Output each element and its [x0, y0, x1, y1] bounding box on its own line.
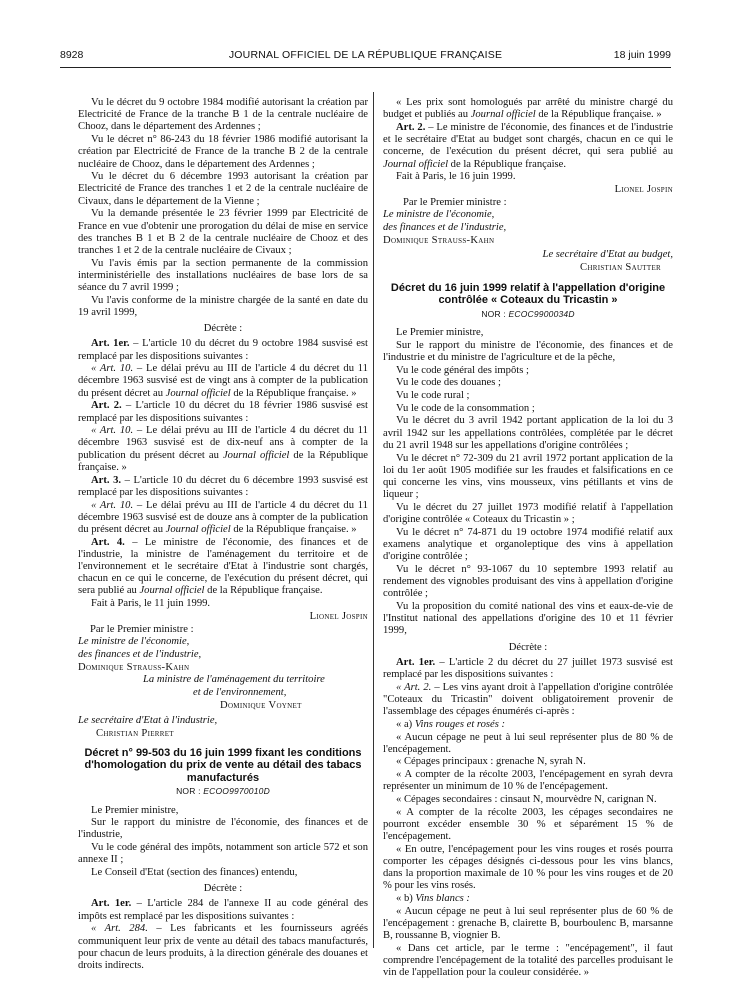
- right-column: [383, 97, 673, 980]
- article: Art. 3. – L'article 10 du décret du 6 décembre 1993 susvisé est remplacé par les dispositions suivantes :: [78, 474, 369, 498]
- quoted-article: « Art. 2. – Les vins ayant droit à l'appellation d'origine contrôlée "Coteaux du Tricastin" doivent obligatoirement provenir de l'assemblage des cépages énumérés ci-après :: [383, 681, 673, 718]
- paragraph: Vu la demande présentée le 23 février 1999 par Electricité de France en vue d'obtenir une prorogation du délai de mise en service des tranches B 1 et B 2 de la centrale nucléaire de Chooz et des tranches 1 et 2 de la centrale nucléaire de Civaux ;: [78, 208, 368, 256]
- list-item: « b) Vins blancs :: [396, 893, 470, 905]
- paragraph: « A compter de la récolte 2003, l'encépagement en syrah devra représenter un minimum de 10 % de l'encépagement.: [383, 769, 673, 793]
- paragraph: Vu le décret du 6 décembre 1993 autorisant la création par Electricité de France des tranches 1 et 2 de la centrale nucléaire de Civaux, dans le département de la Vienne ;: [78, 171, 368, 207]
- paragraph: « Cépages principaux : grenache N, syrah N.: [396, 756, 586, 768]
- column-divider: [373, 92, 374, 948]
- paragraph: « Aucun cépage ne peut à lui seul représenter plus de 80 % de l'encépagement.: [383, 731, 673, 755]
- paragraph: Vu le décret n° 72-309 du 21 avril 1972 portant application de la loi du 1er août 1905 modifiée sur les fraudes et falsifications en ce qui concerne les vins, vins mousseux, vins pétillants et vins de liqueur ;: [383, 452, 673, 501]
- minister-name: Dominique Voynet: [220, 699, 302, 711]
- paragraph: « Dans cet article, par le terme : "encépagement", il faut comprendre l'encépagement de la totalité des parcelles produisant le vin de l'appellation pour la couleur considérée. »: [383, 943, 673, 979]
- article: Art. 4. – Le ministre de l'économie, des finances et de l'industrie, la ministre de l'aménagement du territoire et de l'environnement et le secrétaire d'Etat à l'industrie sont chargés, chacun en ce qui le concerne, de l'exécution du présent décret, qui sera publié au Journal officiel de la République française.: [78, 536, 369, 597]
- article: Art. 1er. – L'article 284 de l'annexe II au code général des impôts est remplacé par les dispositions suivantes :: [78, 898, 368, 922]
- paragraph: Vu la proposition du comité national des vins et eaux-de-vie de l'Institut national des appellations d'origine des 10 et 11 février 1999,: [383, 601, 673, 637]
- quoted-article: « Les prix sont homologués par arrêté du ministre chargé du budget et publiés au Journal officiel de la République française. »: [383, 97, 673, 121]
- paragraph: Vu le code de la consommation ;: [396, 402, 535, 414]
- signing-place-date: Fait à Paris, le 11 juin 1999.: [91, 598, 211, 610]
- list-item: « a) Vins rouges et rosés :: [396, 718, 506, 730]
- decrete-heading: Décrète :: [508, 641, 548, 653]
- decree-title: Décret du 16 juin 1999 relatif à l'appellation d'origine contrôlée « Coteaux du Tricastin »: [390, 281, 666, 307]
- decrete-heading: Décrète :: [203, 883, 243, 895]
- paragraph: Vu le code des douanes ;: [396, 377, 501, 389]
- minister-name: Dominique Strauss-Kahn: [78, 661, 190, 673]
- paragraph: « En outre, l'encépagement pour les vins rouges et rosés pourra comporter les cépages désignés ci-dessous pour les vins blancs, dans la proportion maximale de 10 % pour les vins rouges et de 20 % pour les vins rosés.: [383, 843, 673, 892]
- paragraph: Vu le décret du 27 juillet 1973 modifié relatif à l'appellation d'origine contrôlée « Coteaux du Tricastin » ;: [383, 501, 673, 526]
- article-label: Art. 3.: [91, 474, 122, 486]
- minister-name: Christian Sautter: [580, 261, 661, 273]
- paragraph: Vu le code général des impôts, notamment son article 572 et son annexe II ;: [78, 842, 368, 866]
- article-label: Art. 1er.: [91, 338, 130, 350]
- paragraph: Sur le rapport du ministre de l'économie, des finances et de l'industrie et du ministre de l'agriculture et de la pêche,: [383, 339, 673, 363]
- signature-pm: Lionel Jospin: [614, 183, 673, 195]
- left-column: [78, 97, 368, 973]
- article: Art. 2. – Le ministre de l'économie, des finances et de l'industrie et le secrétaire d'Etat au budget sont chargés, chacun en ce qui le concerne, de l'exécution du présent décret, qui sera publié au Journal officiel de la République française.: [383, 121, 673, 170]
- paragraph: Le Premier ministre,: [396, 327, 484, 339]
- minister-name: Dominique Strauss-Kahn: [383, 234, 495, 246]
- minister-title: et de l'environnement,: [193, 687, 287, 699]
- decree-title: Décret n° 99-503 du 16 juin 1999 fixant les conditions d'homologation du prix de vente au détail des tabacs manufacturés: [84, 746, 362, 784]
- journal-title: JOURNAL OFFICIEL DE LA RÉPUBLIQUE FRANÇAISE: [228, 49, 503, 61]
- paragraph: Vu le code général des impôts ;: [396, 364, 529, 376]
- par-premier-ministre: Par le Premier ministre :: [90, 623, 194, 635]
- paragraph: Vu le décret du 3 avril 1942 portant application de la loi du 3 avril 1942 sur les appellations contrôlées, complétée par le décret du 21 avril 1948 sur les appellations d'origine contrôlées ;: [383, 415, 673, 451]
- article-label: Art. 4.: [91, 536, 125, 548]
- minister-title: Le secrétaire d'Etat au budget,: [542, 248, 673, 260]
- paragraph: Vu le décret n° 74-871 du 19 octobre 1974 modifié relatif aux examens analytique et organoleptique des vins à appellation d'origine contrôlée ;: [383, 526, 673, 563]
- paragraph: Sur le rapport du ministre de l'économie, des finances et de l'industrie,: [78, 817, 368, 841]
- article: Art. 2. – L'article 10 du décret du 18 février 1986 susvisé est remplacé par les dispositions suivantes :: [78, 400, 368, 424]
- minister-title: des finances et de l'industrie,: [383, 222, 507, 234]
- page-header: [60, 49, 671, 63]
- decrete-heading: Décrète :: [203, 323, 243, 335]
- paragraph: Le Conseil d'Etat (section des finances) entendu,: [91, 867, 298, 879]
- par-premier-ministre: Par le Premier ministre :: [403, 196, 507, 208]
- quoted-article: « Art. 10. – Le délai prévu au III de l'article 4 du décret du 11 décembre 1963 susvisé est de vingt ans à compter de la publication du présent décret au Journal officiel de la République française. »: [78, 363, 368, 399]
- paragraph: « A compter de la récolte 2003, les cépages secondaires ne pourront excéder ensemble 30 % et séparément 15 % de l'encépagement.: [383, 806, 673, 843]
- paragraph: Vu le décret n° 93-1067 du 10 septembre 1993 relatif au rendement des vignobles produisant des vins à appellation d'origine contrôlée ;: [383, 563, 673, 600]
- quoted-article: « Art. 10. – Le délai prévu au III de l'article 4 du décret du 11 décembre 1963 susvisé est de dix-neuf ans à compter de la publication du présent décret au Journal officiel de la République française. »: [78, 425, 368, 473]
- paragraph: Vu le décret n° 86-243 du 18 février 1986 modifié autorisant la création par Electricité de France de la tranche B 2 de la centrale nucléaire de Chooz, dans le département des Ardennes ;: [78, 134, 368, 170]
- paragraph: « Cépages secondaires : cinsaut N, mourvèdre N, carignan N.: [396, 794, 657, 806]
- minister-title: Le ministre de l'économie,: [383, 209, 495, 221]
- paragraph: Le Premier ministre,: [91, 804, 179, 816]
- issue-date: 18 juin 1999: [613, 49, 671, 61]
- nor-reference: NOR : ECOO9970010D: [176, 786, 270, 797]
- nor-reference: NOR : ECOC9900034D: [481, 308, 575, 319]
- paragraph: Vu le code rural ;: [396, 390, 470, 402]
- quoted-article: « Art. 10. – Le délai prévu au III de l'article 4 du décret du 11 décembre 1963 susvisé est de douze ans à compter de la publication du présent décret au Journal officiel de la République française. »: [78, 499, 368, 535]
- article: Art. 1er. – L'article 10 du décret du 9 octobre 1984 susvisé est remplacé par les dispositions suivantes :: [78, 338, 368, 362]
- minister-name: Christian Pierret: [96, 727, 174, 739]
- page-number: 8928: [60, 49, 84, 61]
- article: Art. 1er. – L'article 2 du décret du 27 juillet 1973 susvisé est remplacé par les dispositions suivantes :: [383, 656, 673, 681]
- article-label: Art. 1er.: [396, 656, 436, 668]
- minister-title: Le ministre de l'économie,: [78, 636, 190, 648]
- minister-title: des finances et de l'industrie,: [78, 648, 202, 660]
- paragraph: Vu le décret du 9 octobre 1984 modifié autorisant la création par Electricité de France de la tranche B 1 de la centrale nucléaire de Chooz, dans le département des Ardennes ;: [78, 97, 368, 133]
- minister-title: La ministre de l'aménagement du territoire: [143, 674, 325, 686]
- paragraph: « Aucun cépage ne peut à lui seul représenter plus de 60 % de l'encépagement : grenache B, clairette B, bourboulenc B, marsanne B, roussanne B, viognier B.: [383, 905, 673, 942]
- signing-place-date: Fait à Paris, le 16 juin 1999.: [396, 171, 516, 183]
- minister-title: Le secrétaire d'Etat à l'industrie,: [78, 714, 218, 726]
- header-rule: [60, 67, 671, 68]
- paragraph: Vu l'avis émis par la section permanente de la commission interministérielle des installations nucléaires de base lors de sa séance du 7 avril 1999 ;: [78, 257, 368, 294]
- article-label: Art. 2.: [396, 121, 426, 133]
- paragraph: Vu l'avis conforme de la ministre chargée de la santé en date du 19 avril 1999,: [78, 294, 368, 318]
- article-label: Art. 1er.: [91, 898, 132, 910]
- article-label: Art. 2.: [91, 400, 122, 412]
- signature-pm: Lionel Jospin: [309, 610, 368, 622]
- quoted-article: « Art. 284. – Les fabricants et les fournisseurs agréés communiquent leur prix de vente au détail des tabacs manufacturés, pour chacun de leurs produits, à la direction générale des douanes et droits indirects.: [78, 923, 368, 971]
